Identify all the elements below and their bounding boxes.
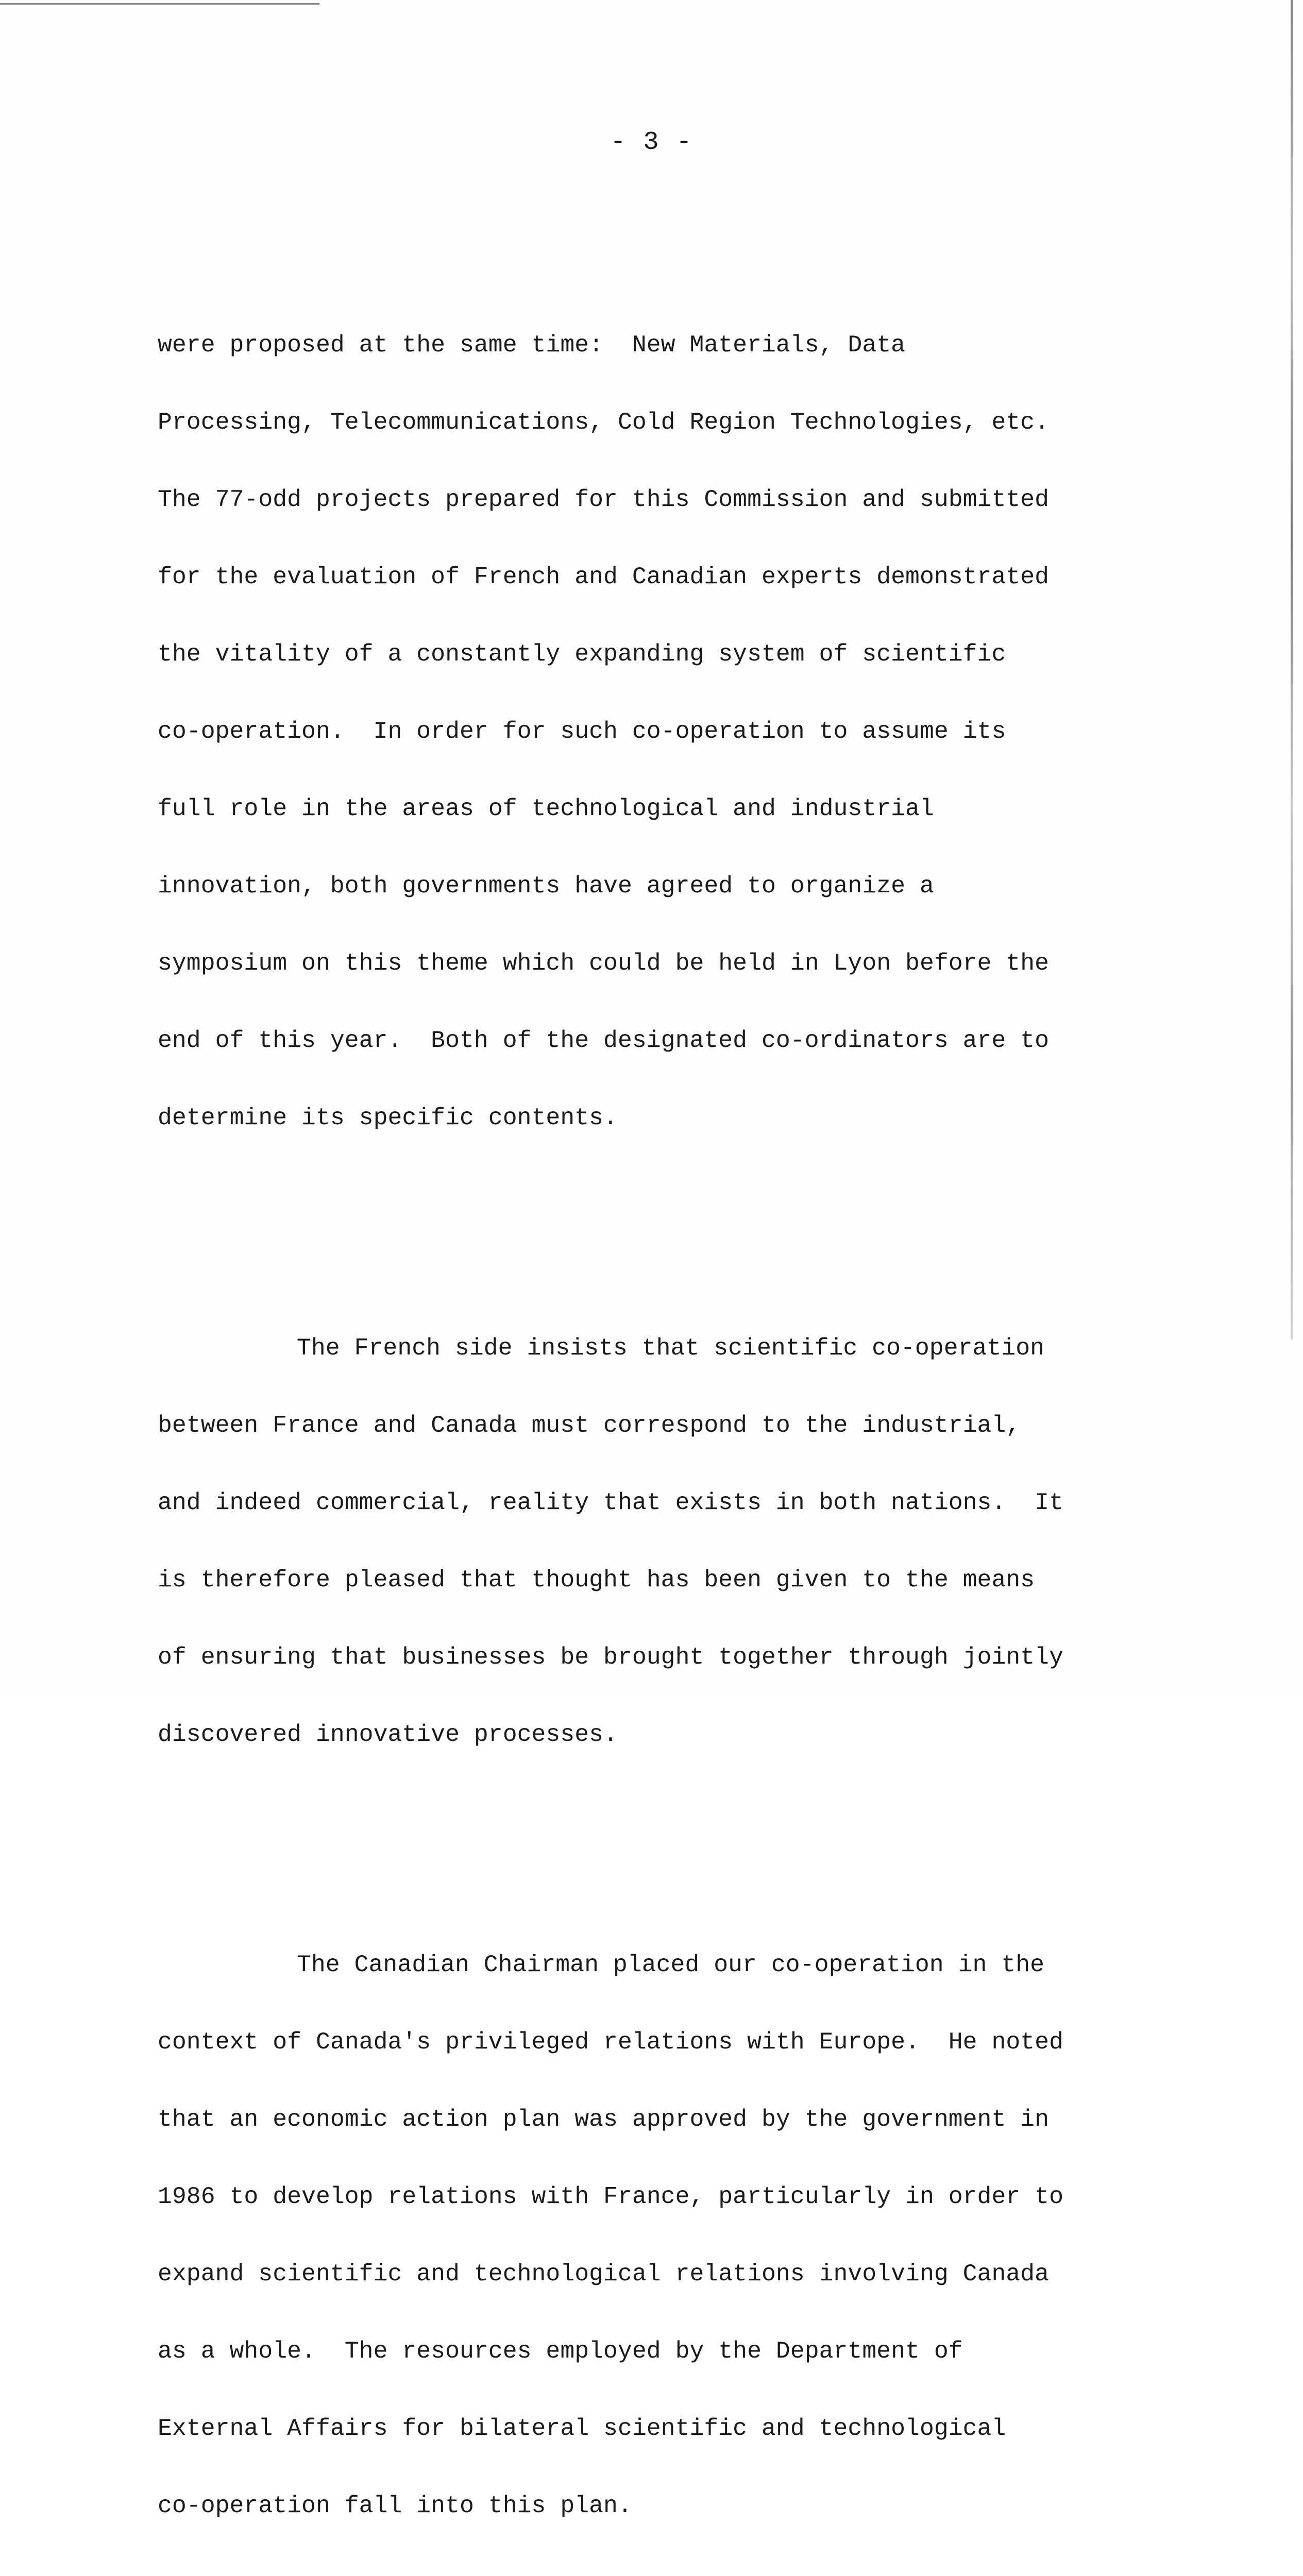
text-line: end of this year. Both of the designated co-ordinators are to [158,1027,1050,1054]
scan-right-edge [1291,0,1293,1340]
paragraph-1 [158,281,1137,1182]
text-line: were proposed at the same time: New Materials, Data [158,331,906,359]
text-line: The 77-odd projects prepared for this Commission and submitted [158,486,1050,513]
page-number: - 3 - [610,128,693,157]
text-line: that an economic action plan was approved by the government in [158,2106,1050,2133]
text-line: symposium on this theme which could be held in Lyon before the [158,950,1050,977]
text-line: between France and Canada must correspond to the industrial, [158,1412,1021,1439]
text-line: External Affairs for bilateral scientific and technological [158,2415,1006,2442]
text-line: for the evaluation of French and Canadian experts demonstrated [158,563,1050,590]
text-line: the vitality of a constantly expanding system of scientific [158,640,1006,668]
text-line: determine its specific contents. [158,1104,618,1131]
paragraph-2 [158,1284,1137,1799]
text-line: co-operation fall into this plan. [158,2492,632,2519]
text-line: The French side insists that scientific co-operation [297,1334,1045,1362]
text-line: full role in the areas of technological and industrial [158,795,934,822]
text-line: is therefore pleased that thought has been given to the means [158,1566,1035,1594]
scan-top-rule [0,3,319,5]
text-line: The Canadian Chairman placed our co-operation in the [297,1951,1045,1978]
text-line: co-operation. In order for such co-operation to assume its [158,718,1006,745]
text-line: 1986 to develop relations with France, particularly in order to [158,2183,1063,2210]
text-line: and indeed commercial, reality that exists in both nations. It [158,1489,1063,1516]
text-line: innovation, both governments have agreed to organize a [158,872,934,900]
text-line: of ensuring that businesses be brought together through jointly [158,1643,1063,1671]
paragraph-3 [158,1901,1137,2570]
text-line: expand scientific and technological relations involving Canada [158,2260,1050,2287]
text-line: context of Canada's privileged relations with Europe. He noted [158,2028,1063,2056]
text-line: as a whole. The resources employed by the Department of [158,2337,963,2365]
document-body [158,204,1137,2576]
text-line: discovered innovative processes. [158,1721,618,1748]
text-line: Processing, Telecommunications, Cold Region Technologies, etc. [158,409,1050,436]
